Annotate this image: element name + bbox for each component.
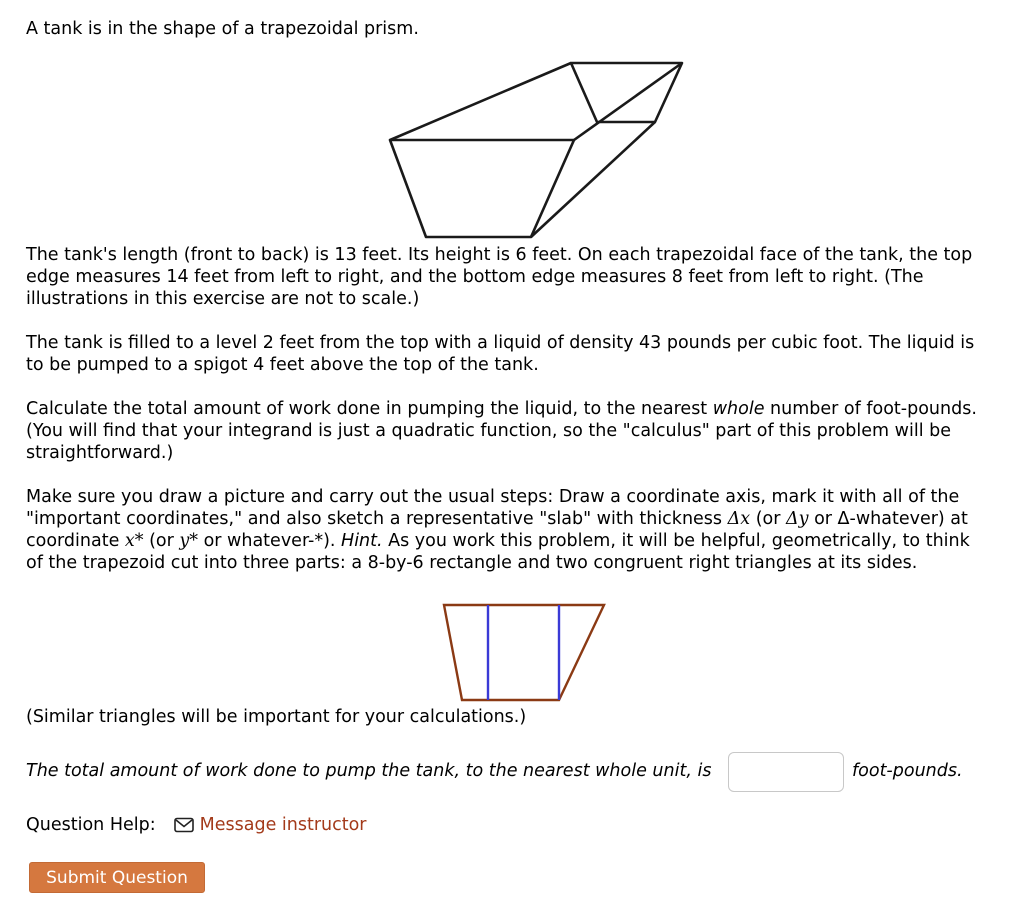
instructions-paragraph: Make sure you draw a picture and carry out the usual steps: Draw a coordinate axis, mark it with all of the "important coordinates," and also sketch a representative "slab" with thickness Δx (or Δy or Δ-whatever) at coordinate x* (or y* or whatever-*). Hint. As you work this problem, it will be helpful, geometrically, to think of the trapezoid cut into three parts: a 8-by-6 rectangle and two congruent right triangles at its sides. xyxy=(26,487,970,573)
back-trapezoid-face xyxy=(571,63,682,122)
intro-text: A tank is in the shape of a trapezoidal prism. xyxy=(26,19,419,39)
question-help-label: Question Help: xyxy=(26,815,156,835)
y-star-symbol: y* xyxy=(179,531,199,551)
submit-question-button[interactable]: Submit Question xyxy=(29,862,205,893)
calculate-paragraph: Calculate the total amount of work done in pumping the liquid, to the nearest whole number of foot-pounds. (You will find that your integrand is just a quadratic function, so the "calculus" part of this problem will be straightforward.) xyxy=(26,399,977,463)
delta-x-symbol: Δx xyxy=(727,509,751,529)
top-left-edge xyxy=(390,63,571,140)
message-instructor-link[interactable]: Message instructor xyxy=(199,815,367,835)
x-star-symbol: x* xyxy=(124,531,144,551)
answer-input[interactable] xyxy=(728,752,844,792)
fill-level-paragraph: The tank is filled to a level 2 feet from the top with a liquid of density 43 pounds per cubic foot. The liquid is to be pumped to a spigot 4 feet above the top of the tank. xyxy=(26,333,975,375)
answer-units: foot-pounds. xyxy=(852,761,963,781)
answer-prompt: The total amount of work done to pump the tank, to the nearest whole unit, is xyxy=(26,761,712,781)
question-help-row xyxy=(26,814,367,836)
delta-y-symbol: Δy xyxy=(785,509,809,529)
mail-icon[interactable] xyxy=(174,817,194,833)
tank-prism-diagram xyxy=(356,50,696,245)
trapezoid-cross-section-diagram xyxy=(426,596,616,706)
trapezoid-outline xyxy=(444,605,604,700)
dimensions-paragraph: The tank's length (front to back) is 13 feet. Its height is 6 feet. On each trapezoidal face of the tank, the top edge measures 14 feet from left to right, and the bottom edge measures 8 feet from left to right. (The illustrations in this exercise are not to scale.) xyxy=(26,245,973,309)
similar-triangles-note: (Similar triangles will be important for your calculations.) xyxy=(26,707,527,727)
